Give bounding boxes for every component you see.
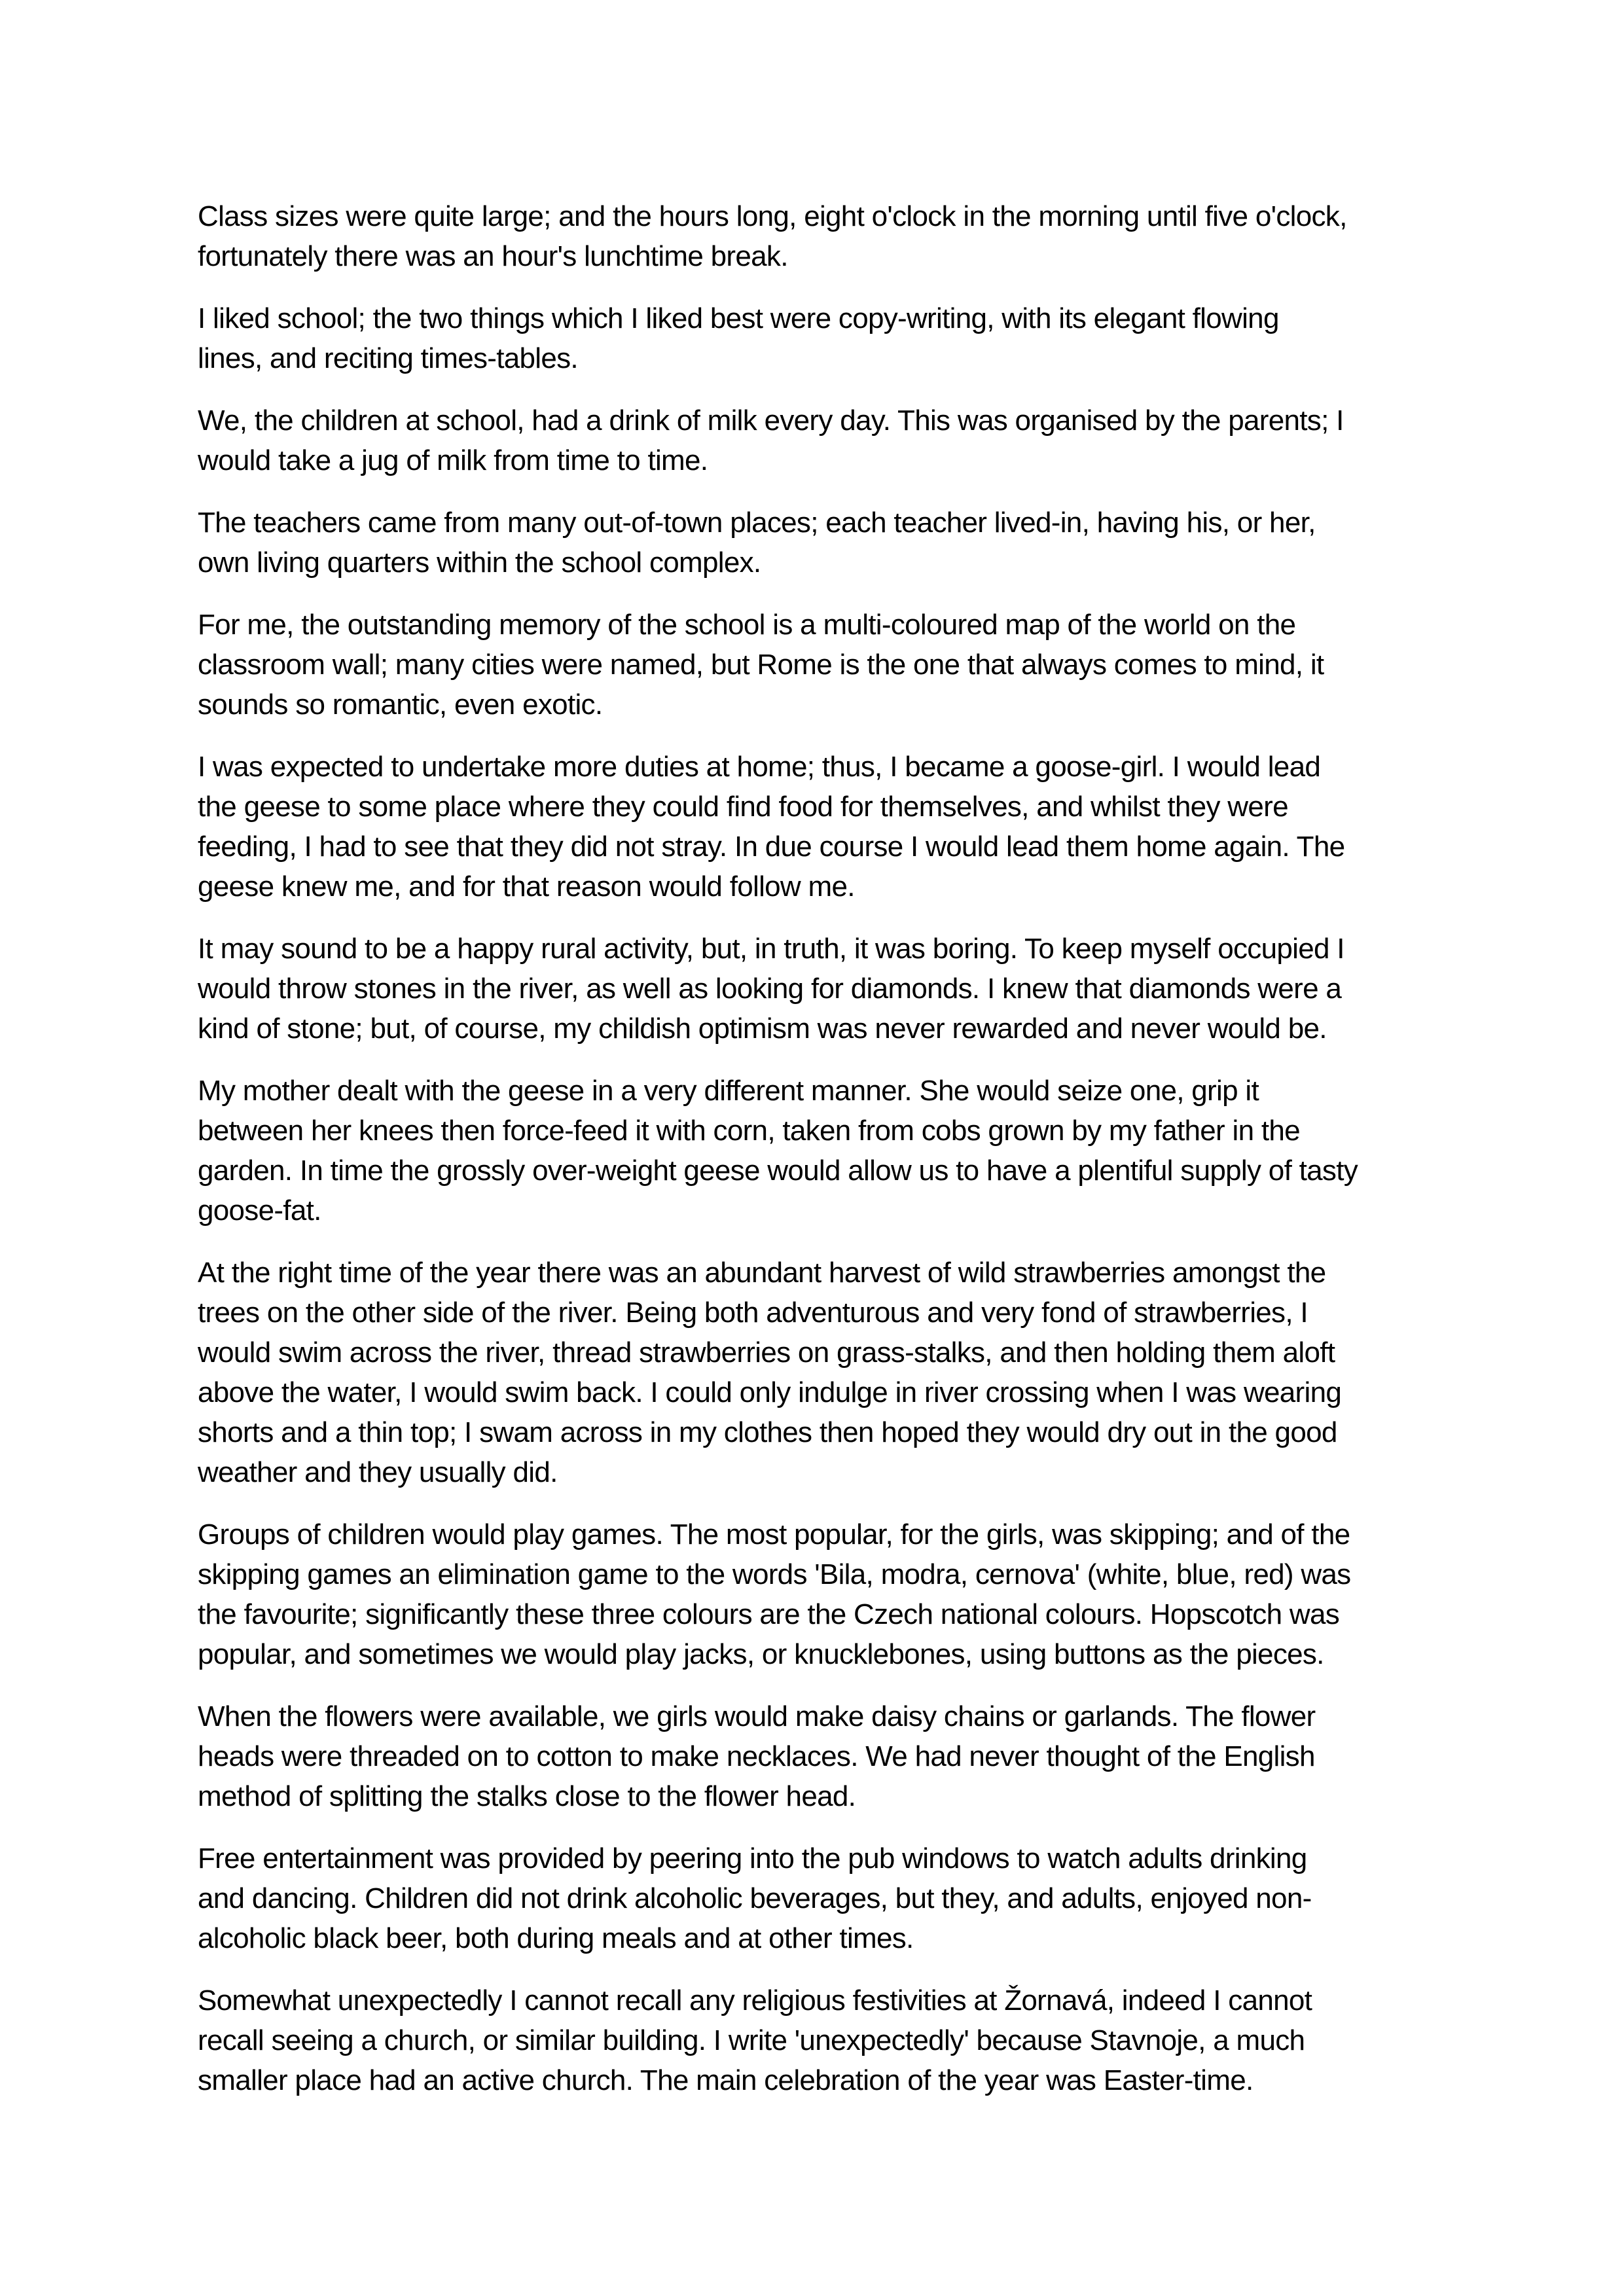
paragraph: [198, 196, 1441, 276]
text-line: At the right time of the year there was an abundant harvest of wild strawberries amongst the: [198, 1257, 1326, 1289]
text-line: Free entertainment was provided by peering into the pub windows to watch adults drinking: [198, 1842, 1307, 1874]
text-line: would swim across the river, thread strawberries on grass-stalks, and then holding them aloft: [198, 1336, 1335, 1369]
text-line: I was expected to undertake more duties at home; thus, I became a goose-girl. I would lead: [198, 751, 1321, 783]
text-line: the favourite; significantly these three colours are the Czech national colours. Hopscotch was: [198, 1598, 1340, 1630]
text-line: It may sound to be a happy rural activity, but, in truth, it was boring. To keep myself occupied I: [198, 933, 1344, 965]
paragraph: [198, 298, 1441, 378]
text-line: method of splitting the stalks close to the flower head.: [198, 1780, 856, 1812]
text-line: My mother dealt with the geese in a very different manner. She would seize one, grip it: [198, 1075, 1259, 1107]
text-line: geese knew me, and for that reason would follow me.: [198, 870, 855, 903]
text-line: heads were threaded on to cotton to make necklaces. We had never thought of the English: [198, 1740, 1315, 1772]
text-line: and dancing. Children did not drink alcoholic beverages, but they, and adults, enjoyed non-: [198, 1882, 1312, 1914]
text-line: feeding, I had to see that they did not stray. In due course I would lead them home again. The: [198, 831, 1345, 863]
text-line: Class sizes were quite large; and the hours long, eight o'clock in the morning until five o'clock,: [198, 200, 1347, 232]
text-line: between her knees then force-feed it with corn, taken from cobs grown by my father in the: [198, 1115, 1300, 1147]
text-line: popular, and sometimes we would play jacks, or knucklebones, using buttons as the pieces.: [198, 1638, 1324, 1670]
text-line: lines, and reciting times-tables.: [198, 342, 578, 374]
text-line: The teachers came from many out-of-town places; each teacher lived-in, having his, or her,: [198, 507, 1316, 539]
text-line: would throw stones in the river, as well as looking for diamonds. I knew that diamonds were a: [198, 973, 1342, 1005]
text-line: classroom wall; many cities were named, but Rome is the one that always comes to mind, it: [198, 649, 1324, 681]
paragraph: [198, 1981, 1441, 2100]
paragraph: [198, 1696, 1441, 1816]
paragraph: [198, 929, 1441, 1049]
text-line: Groups of children would play games. The most popular, for the girls, was skipping; and of the: [198, 1518, 1350, 1551]
text-line: Somewhat unexpectedly I cannot recall any religious festivities at Žornavá, indeed I cannot: [198, 1984, 1312, 2017]
text-line: goose-fat.: [198, 1194, 321, 1227]
paragraph: [198, 1253, 1441, 1492]
text-line: above the water, I would swim back. I could only indulge in river crossing when I was wearing: [198, 1376, 1342, 1408]
text-line: the geese to some place where they could find food for themselves, and whilst they were: [198, 791, 1288, 823]
paragraph: [198, 747, 1441, 906]
text-line: garden. In time the grossly over-weight geese would allow us to have a plentiful supply of tasty: [198, 1155, 1358, 1187]
text-line: I liked school; the two things which I liked best were copy-writing, with its elegant flowing: [198, 302, 1279, 334]
text-line: When the flowers were available, we girls would make daisy chains or garlands. The flower: [198, 1700, 1316, 1732]
text-line: shorts and a thin top; I swam across in my clothes then hoped they would dry out in the good: [198, 1416, 1337, 1448]
text-line: trees on the other side of the river. Being both adventurous and very fond of strawberries, I: [198, 1297, 1308, 1329]
text-line: We, the children at school, had a drink of milk every day. This was organised by the parents; I: [198, 404, 1344, 437]
text-line: weather and they usually did.: [198, 1456, 558, 1488]
document-page: [198, 196, 1441, 2123]
text-line: fortunately there was an hour's lunchtime break.: [198, 240, 788, 272]
paragraph: [198, 1515, 1441, 1674]
paragraph: [198, 401, 1441, 480]
text-line: smaller place had an active church. The main celebration of the year was Easter-time.: [198, 2064, 1254, 2096]
text-line: own living quarters within the school complex.: [198, 547, 761, 579]
text-line: sounds so romantic, even exotic.: [198, 689, 603, 721]
paragraph: [198, 605, 1441, 725]
text-line: recall seeing a church, or similar building. I write 'unexpectedly' because Stavnoje, a much: [198, 2024, 1305, 2056]
paragraph: [198, 503, 1441, 583]
text-line: kind of stone; but, of course, my childish optimism was never rewarded and never would be.: [198, 1013, 1327, 1045]
text-line: For me, the outstanding memory of the school is a multi-coloured map of the world on the: [198, 609, 1296, 641]
paragraph: [198, 1071, 1441, 1230]
text-line: would take a jug of milk from time to time.: [198, 444, 708, 476]
text-line: skipping games an elimination game to the words 'Bila, modra, cernova' (white, blue, red) was: [198, 1558, 1351, 1590]
text-line: alcoholic black beer, both during meals and at other times.: [198, 1922, 914, 1954]
paragraph: [198, 1839, 1441, 1958]
